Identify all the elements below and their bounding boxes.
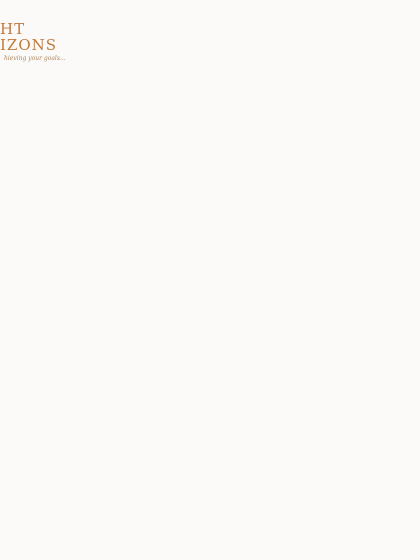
logo-wordmark-top: HT <box>0 20 26 38</box>
logo-wordmark-bottom: IZONS <box>0 36 58 54</box>
logo-tagline: hieving your goals... <box>4 55 66 62</box>
